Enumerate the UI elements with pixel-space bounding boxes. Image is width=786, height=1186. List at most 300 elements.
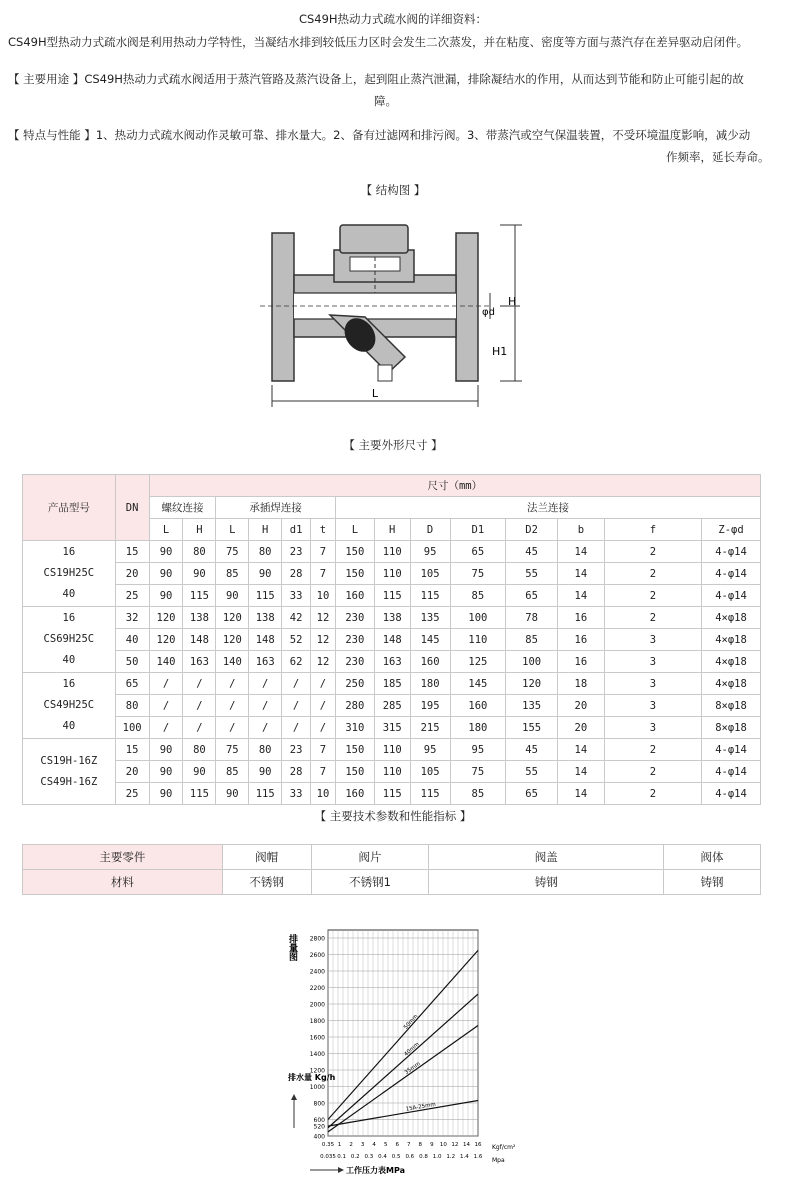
table-cell: /: [149, 695, 183, 717]
dims-title: 【 主要外形尺寸 】: [343, 438, 443, 452]
table-cell: 2: [604, 541, 701, 563]
table-cell: 80: [115, 695, 149, 717]
table-cell: 28: [282, 563, 311, 585]
table-cell: 135: [410, 607, 450, 629]
structure-diagram: [260, 215, 530, 415]
table-cell: 4-φ14: [702, 783, 761, 805]
table-cell: 90: [183, 761, 216, 783]
table-cell: 95: [450, 739, 506, 761]
table-cell: 14: [557, 585, 604, 607]
sub-header-3: H: [249, 519, 282, 541]
table-cell: 75: [216, 739, 249, 761]
table-cell: 115: [374, 783, 410, 805]
table-cell: 14: [557, 761, 604, 783]
table-cell: 85: [216, 563, 249, 585]
table-cell: 110: [374, 541, 410, 563]
model-cell: 16 CS49H25C 40: [23, 673, 116, 739]
table-cell: 3: [604, 651, 701, 673]
table-cell: 90: [149, 585, 183, 607]
table-cell: 4×φ18: [702, 629, 761, 651]
label-d: φd: [482, 307, 495, 318]
table-cell: 2: [604, 739, 701, 761]
table-cell: 90: [149, 739, 183, 761]
x-tick-label-top: 16: [474, 1142, 482, 1148]
table-cell: 115: [249, 585, 282, 607]
table-row: [23, 607, 761, 629]
table-cell: 138: [183, 607, 216, 629]
features-text-2: 作频率，延长寿命。: [666, 150, 770, 164]
table-cell: 180: [410, 673, 450, 695]
table-cell: 160: [410, 651, 450, 673]
table-cell: 120: [149, 629, 183, 651]
table-cell: 80: [249, 739, 282, 761]
table-cell: 4-φ14: [702, 541, 761, 563]
table-cell: 310: [335, 717, 374, 739]
table-cell: 145: [450, 673, 506, 695]
x-tick-label-bottom: 0.6: [405, 1154, 415, 1160]
structure-title: 【 结构图 】: [360, 183, 426, 197]
table-cell: 2: [604, 783, 701, 805]
table-cell: 25: [115, 585, 149, 607]
table-cell: /: [311, 695, 336, 717]
table-cell: 80: [249, 541, 282, 563]
dims-table-body: [23, 541, 761, 805]
chart-ylabel: 排水量 Kg/h: [288, 1073, 336, 1082]
table-row: [23, 629, 761, 651]
x-tick-label-bottom: 0.4: [378, 1154, 387, 1160]
table-cell: 7: [311, 563, 336, 585]
model-cell: CS19H-16Z CS49H-16Z: [23, 739, 116, 805]
table-cell: 90: [149, 783, 183, 805]
table-cell: 120: [216, 629, 249, 651]
table-cell: 125: [450, 651, 506, 673]
table-cell: 12: [311, 607, 336, 629]
x-tick-label-top: 8: [418, 1142, 423, 1148]
table-cell: 115: [183, 585, 216, 607]
table-cell: 120: [149, 607, 183, 629]
table-cell: 16: [557, 607, 604, 629]
table-row: [23, 541, 761, 563]
y-tick-label: 2800: [309, 935, 325, 943]
table-cell: 80: [183, 541, 216, 563]
table-cell: 14: [557, 541, 604, 563]
table-cell: 40: [115, 629, 149, 651]
usage-text: CS49H热动力式疏水阀适用于蒸汽管路及蒸汽设备上，起到阻止蒸汽泄漏，排除凝结水的作用，从而达到节能和防止可能引起的故: [84, 72, 744, 86]
table-cell: 2: [604, 761, 701, 783]
x-tick-label-bottom: 1.6: [473, 1154, 483, 1160]
sub-header-6: L: [335, 519, 374, 541]
table-cell: 115: [183, 783, 216, 805]
table-cell: 50: [115, 651, 149, 673]
group-flange: 法兰连接: [335, 497, 760, 519]
col-size: 尺寸（mm）: [149, 475, 760, 497]
table-cell: /: [149, 673, 183, 695]
y-tick-label: 2200: [309, 985, 325, 992]
table-cell: 120: [216, 607, 249, 629]
table-cell: 14: [557, 563, 604, 585]
table-cell: 3: [604, 695, 701, 717]
table-cell: 7: [311, 739, 336, 761]
table-cell: 195: [410, 695, 450, 717]
model-cell: 16 CS69H25C 40: [23, 607, 116, 673]
table-row: [23, 651, 761, 673]
table-cell: 180: [450, 717, 506, 739]
y-tick-label: 400: [313, 1133, 325, 1141]
sub-header-2: L: [216, 519, 249, 541]
table-cell: 115: [249, 783, 282, 805]
table-cell: 110: [450, 629, 506, 651]
table-cell: 4×φ18: [702, 607, 761, 629]
label-H: H: [508, 295, 517, 308]
table-cell: 85: [450, 585, 506, 607]
table-cell: 145: [410, 629, 450, 651]
discharge-chart: [270, 918, 520, 1180]
table-row: [23, 585, 761, 607]
table-cell: 95: [410, 541, 450, 563]
x-tick-label-bottom: 0.1: [337, 1154, 347, 1160]
table-cell: 45: [506, 541, 558, 563]
table-cell: 215: [410, 717, 450, 739]
params-title: 【 主要技术参数和性能指标 】: [314, 809, 472, 823]
params-cell: 阀盖: [429, 845, 664, 870]
table-cell: 280: [335, 695, 374, 717]
y-arrow-head: [291, 1094, 297, 1100]
table-cell: 150: [335, 761, 374, 783]
x-tick-label-bottom: 0.2: [350, 1154, 360, 1160]
table-cell: 230: [335, 651, 374, 673]
table-cell: /: [249, 695, 282, 717]
table-cell: 150: [335, 563, 374, 585]
table-cell: 185: [374, 673, 410, 695]
table-cell: 115: [374, 585, 410, 607]
sub-header-11: b: [557, 519, 604, 541]
table-cell: /: [183, 695, 216, 717]
x-tick-label-bottom: 0.035: [320, 1154, 336, 1160]
label-H1: H1: [492, 345, 508, 358]
table-cell: 10: [311, 783, 336, 805]
table-cell: 2: [604, 607, 701, 629]
sub-header-1: H: [183, 519, 216, 541]
table-cell: 163: [183, 651, 216, 673]
table-cell: /: [282, 673, 311, 695]
table-cell: 15: [115, 541, 149, 563]
table-cell: /: [149, 717, 183, 739]
table-cell: 95: [410, 739, 450, 761]
y-tick-label: 1000: [309, 1084, 325, 1091]
table-cell: 14: [557, 783, 604, 805]
table-cell: 78: [506, 607, 558, 629]
table-cell: 4×φ18: [702, 673, 761, 695]
table-cell: 140: [149, 651, 183, 673]
table-cell: 15: [115, 739, 149, 761]
usage-text-2: 障。: [374, 94, 397, 108]
table-cell: 42: [282, 607, 311, 629]
group-socket: 承插焊连接: [216, 497, 336, 519]
table-cell: 148: [249, 629, 282, 651]
table-cell: 163: [374, 651, 410, 673]
table-cell: 65: [115, 673, 149, 695]
params-header-cell: 材料: [23, 870, 223, 895]
table-cell: 2: [604, 563, 701, 585]
params-cell: 阀片: [311, 845, 429, 870]
y-tick-label: 2600: [309, 952, 325, 959]
table-cell: 7: [311, 761, 336, 783]
col-model: 产品型号: [23, 475, 116, 541]
table-cell: 150: [335, 739, 374, 761]
table-cell: 12: [311, 629, 336, 651]
table-cell: 23: [282, 541, 311, 563]
params-cell: 阀体: [664, 845, 761, 870]
y-tick-label: 1800: [309, 1018, 325, 1025]
table-cell: 160: [335, 783, 374, 805]
table-cell: 105: [410, 761, 450, 783]
table-cell: 75: [450, 563, 506, 585]
table-cell: 115: [410, 585, 450, 607]
table-cell: 65: [450, 541, 506, 563]
params-header-cell: 主要零件: [23, 845, 223, 870]
y-tick-label: 1200: [309, 1067, 325, 1075]
y-tick-label: 2400: [309, 968, 325, 976]
x-arrow-head: [338, 1167, 344, 1173]
col-dn: DN: [115, 475, 149, 541]
x-tick-label-bottom: 0.5: [391, 1154, 401, 1160]
table-cell: 150: [335, 541, 374, 563]
table-cell: 4-φ14: [702, 563, 761, 585]
params-row-parts: [23, 845, 761, 870]
table-cell: 20: [557, 717, 604, 739]
table-cell: 2: [604, 585, 701, 607]
x-tick-label-top: 10: [439, 1142, 447, 1148]
sub-header-13: Z-φd: [702, 519, 761, 541]
x-tick-label-bottom: 0.3: [364, 1154, 374, 1160]
table-cell: 16: [557, 651, 604, 673]
x-tick-label-bottom: 0.8: [419, 1154, 428, 1160]
series-label: 40mm: [403, 1041, 421, 1058]
table-cell: 14: [557, 739, 604, 761]
table-cell: 160: [335, 585, 374, 607]
table-cell: 32: [115, 607, 149, 629]
chart-xlabel: 工作压力表MPa: [346, 1166, 406, 1175]
table-cell: 100: [450, 607, 506, 629]
sub-header-0: L: [149, 519, 183, 541]
table-cell: 45: [506, 739, 558, 761]
y-tick-label: 2000: [309, 1001, 325, 1009]
table-cell: 65: [506, 585, 558, 607]
table-cell: 90: [149, 563, 183, 585]
table-cell: 20: [115, 563, 149, 585]
table-cell: 20: [115, 761, 149, 783]
table-cell: 3: [604, 629, 701, 651]
table-row: [23, 717, 761, 739]
x-tick-label-top: 5: [383, 1142, 388, 1148]
model-cell: 16 CS19H25C 40: [23, 541, 116, 607]
table-cell: 25: [115, 783, 149, 805]
table-cell: 110: [374, 739, 410, 761]
table-cell: 75: [216, 541, 249, 563]
y-tick-label: 1400: [309, 1051, 325, 1058]
table-cell: 20: [557, 695, 604, 717]
table-cell: 3: [604, 717, 701, 739]
usage-label: 【 主要用途 】: [8, 72, 85, 86]
table-cell: 80: [183, 739, 216, 761]
table-cell: 3: [604, 673, 701, 695]
table-cell: /: [249, 717, 282, 739]
chart-x-unit-top: Kgf/cm²: [492, 1144, 516, 1151]
table-cell: 23: [282, 739, 311, 761]
table-cell: 55: [506, 761, 558, 783]
table-cell: 250: [335, 673, 374, 695]
table-cell: 138: [249, 607, 282, 629]
table-cell: /: [311, 673, 336, 695]
table-cell: 120: [506, 673, 558, 695]
x-tick-label-top: 1: [337, 1142, 342, 1148]
y-tick-label: 800: [313, 1100, 325, 1108]
table-cell: 105: [410, 563, 450, 585]
features-label: 【 特点与性能 】: [8, 128, 96, 142]
table-cell: 163: [249, 651, 282, 673]
table-row: [23, 783, 761, 805]
table-cell: 85: [216, 761, 249, 783]
table-cell: 90: [216, 585, 249, 607]
table-row: [23, 673, 761, 695]
series-label: 35mm: [403, 1061, 422, 1077]
usage-section: [8, 68, 778, 112]
table-cell: 55: [506, 563, 558, 585]
table-cell: /: [216, 717, 249, 739]
params-table: [22, 844, 761, 895]
table-cell: /: [183, 717, 216, 739]
table-cell: 155: [506, 717, 558, 739]
x-tick-label-top: 12: [451, 1142, 459, 1148]
table-cell: 4-φ14: [702, 585, 761, 607]
table-cell: /: [216, 695, 249, 717]
table-row: [23, 761, 761, 783]
sub-header-12: f: [604, 519, 701, 541]
table-cell: 148: [374, 629, 410, 651]
table-cell: 90: [249, 563, 282, 585]
chart-title-vertical: 排量图: [287, 934, 297, 961]
params-cell: 铸钢: [664, 870, 761, 895]
params-cell: 铸钢: [429, 870, 664, 895]
table-cell: 28: [282, 761, 311, 783]
params-cell: 不锈钢: [222, 870, 311, 895]
table-cell: 230: [335, 607, 374, 629]
x-tick-label-top: 2: [349, 1142, 353, 1148]
table-cell: 16: [557, 629, 604, 651]
table-cell: 230: [335, 629, 374, 651]
table-cell: 7: [311, 541, 336, 563]
y-tick-label: 600: [313, 1117, 325, 1124]
chart-x-ticks: [320, 1142, 483, 1160]
table-cell: 8×φ18: [702, 695, 761, 717]
sub-header-10: D2: [506, 519, 558, 541]
table-cell: 4-φ14: [702, 761, 761, 783]
table-cell: /: [311, 717, 336, 739]
x-tick-label-bottom: 1.2: [446, 1154, 456, 1160]
x-tick-label-top: 14: [462, 1142, 470, 1148]
chart-x-unit-bottom: Mpa: [492, 1157, 505, 1164]
table-cell: 110: [374, 563, 410, 585]
x-tick-label-bottom: 1.0: [432, 1154, 442, 1160]
y-tick-label: 1600: [309, 1034, 325, 1042]
table-cell: 140: [216, 651, 249, 673]
table-cell: 90: [149, 541, 183, 563]
table-cell: 110: [374, 761, 410, 783]
group-thread: 螺纹连接: [149, 497, 216, 519]
page-title: CS49H热动力式疏水阀的详细资料：: [298, 12, 488, 26]
table-cell: 148: [183, 629, 216, 651]
table-cell: 100: [115, 717, 149, 739]
table-cell: /: [249, 673, 282, 695]
table-cell: 75: [450, 761, 506, 783]
label-L: L: [371, 387, 379, 400]
table-cell: /: [183, 673, 216, 695]
table-cell: 4×φ18: [702, 651, 761, 673]
x-tick-label-top: 4: [372, 1142, 376, 1148]
table-cell: 90: [183, 563, 216, 585]
x-tick-label-top: 7: [407, 1142, 411, 1148]
params-row-material: [23, 870, 761, 895]
x-tick-label-top: 3: [360, 1142, 365, 1148]
table-cell: 90: [249, 761, 282, 783]
sub-header-7: H: [374, 519, 410, 541]
table-row: [23, 695, 761, 717]
table-cell: 160: [450, 695, 506, 717]
table-row: [23, 739, 761, 761]
features-text: 1、热动力式疏水阀动作灵敏可靠、排水量大。2、备有过滤网和排污阀。3、带蒸汽或空气保温装置，不受环境温度影响，减少动: [95, 128, 751, 142]
dimensions-table: [22, 474, 761, 805]
chart-y-ticks: [310, 936, 325, 1141]
x-tick-label-bottom: 1.4: [459, 1154, 469, 1160]
table-cell: 10: [311, 585, 336, 607]
x-tick-label-top: 0.35: [321, 1142, 335, 1148]
sub-header-4: d1: [282, 519, 311, 541]
table-cell: 65: [506, 783, 558, 805]
table-cell: 62: [282, 651, 311, 673]
series-label: 15A-25mm: [405, 1101, 437, 1113]
table-cell: 8×φ18: [702, 717, 761, 739]
table-cell: /: [282, 695, 311, 717]
table-cell: 285: [374, 695, 410, 717]
intro-text: CS49H型热动力式疏水阀是利用热动力学特性，当凝结水排到较低压力区时会发生二次蒸发，并在粘度、密度等方面与蒸汽存在差异驱动启闭件。: [8, 35, 749, 49]
params-cell: 不锈钢1: [311, 870, 429, 895]
table-cell: 115: [410, 783, 450, 805]
x-tick-label-top: 9: [430, 1142, 434, 1148]
table-cell: 85: [506, 629, 558, 651]
table-cell: 52: [282, 629, 311, 651]
table-cell: 135: [506, 695, 558, 717]
x-tick-label-top: 6: [395, 1142, 399, 1148]
table-cell: 33: [282, 783, 311, 805]
table-cell: 85: [450, 783, 506, 805]
series-label: 50mm: [403, 1013, 420, 1031]
features-section: [8, 124, 778, 168]
params-cell: 阀帽: [222, 845, 311, 870]
sub-header-9: D1: [450, 519, 506, 541]
sub-header-8: D: [410, 519, 450, 541]
table-cell: 18: [557, 673, 604, 695]
table-row: [23, 563, 761, 585]
table-cell: 315: [374, 717, 410, 739]
y-tick-label: 520: [313, 1123, 325, 1131]
table-cell: 90: [216, 783, 249, 805]
table-cell: /: [282, 717, 311, 739]
table-cell: 138: [374, 607, 410, 629]
table-cell: 33: [282, 585, 311, 607]
table-cell: 90: [149, 761, 183, 783]
sub-header-5: t: [311, 519, 336, 541]
table-cell: 100: [506, 651, 558, 673]
